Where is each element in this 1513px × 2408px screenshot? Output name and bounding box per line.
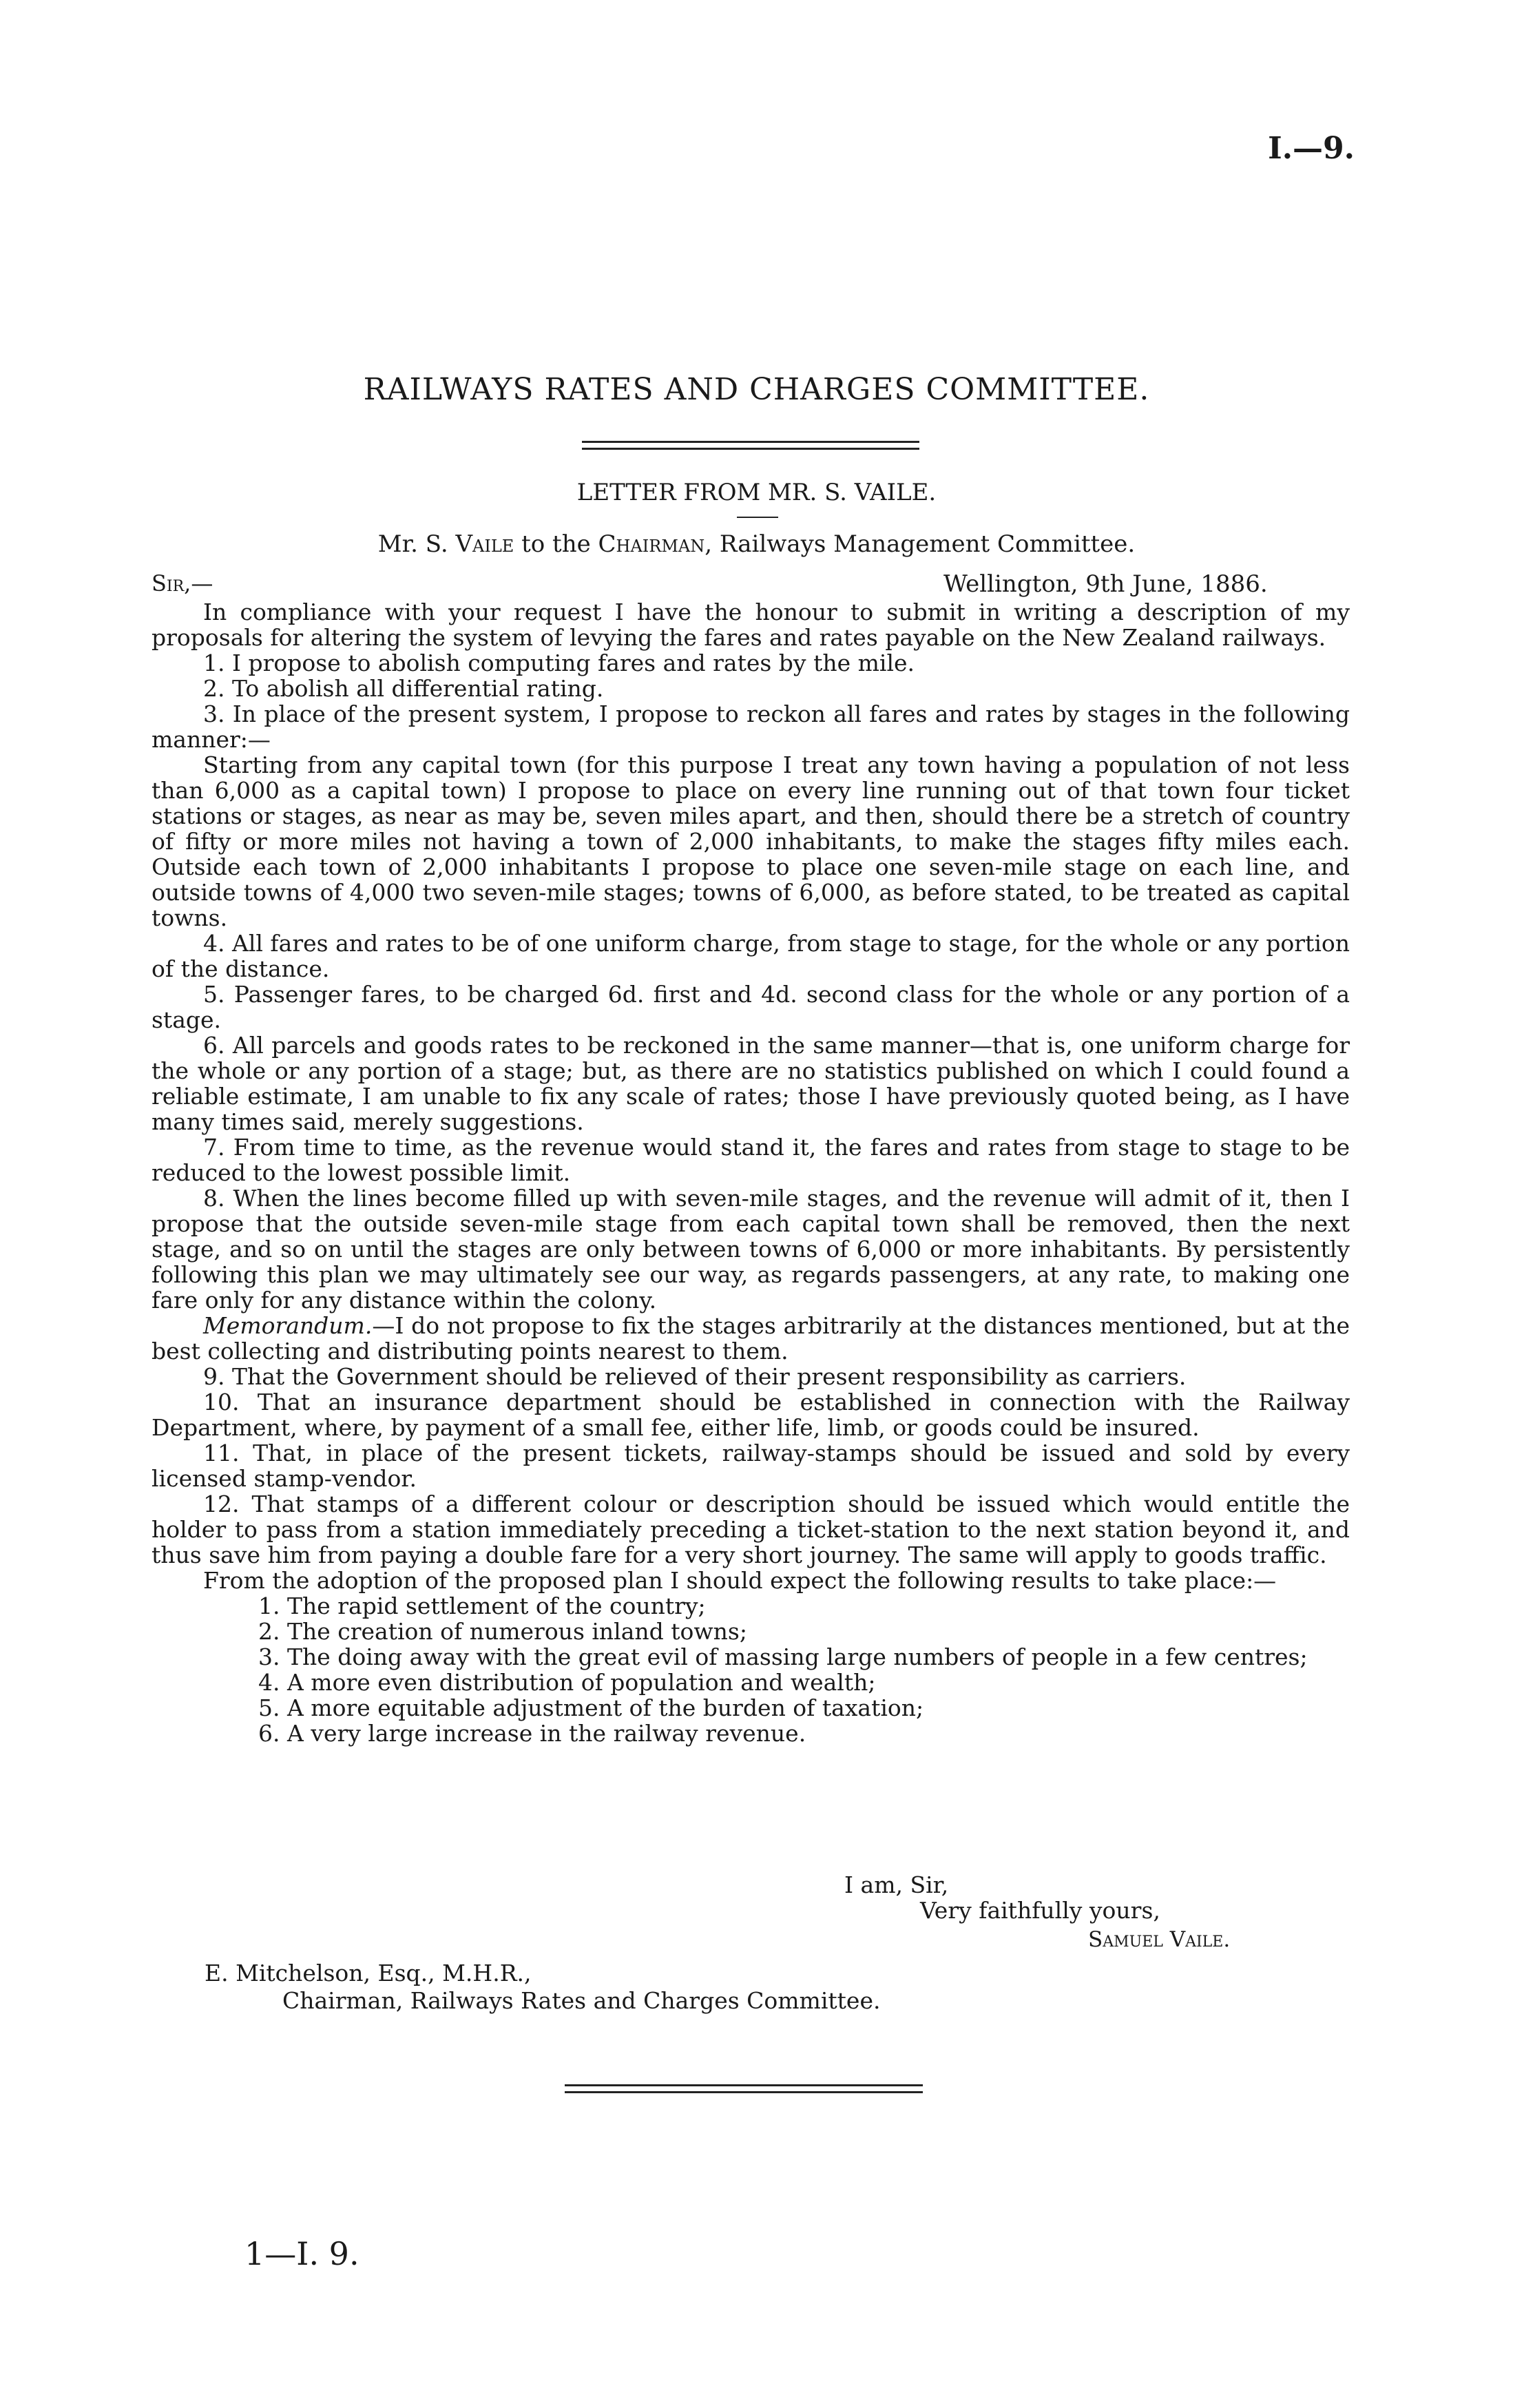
paragraph-intro: In compliance with your request I have the honour to submit in writing a description of my proposals for altering the system of levying the fares and rates payable on the New Zealand railways.	[152, 599, 1350, 651]
addressee-title: Chairman, Railways Rates and Charges Committee.	[282, 1987, 881, 2014]
paragraph-5: 5. Passenger fares, to be charged 6d. first and 4d. second class for the whole or any portion of a stage.	[152, 981, 1350, 1033]
paragraph-10: 10. That an insurance department should be established in connection with the Railway Department, where, by payment of a small fee, either life, limb, or goods could be insured.	[152, 1389, 1350, 1441]
memorandum-label: Memorandum.	[203, 1312, 373, 1339]
closing-line-2: Very faithfully yours,	[920, 1897, 1160, 1924]
title-divider	[582, 441, 919, 450]
letter-subtitle: LETTER FROM MR. S. VAILE.	[576, 479, 937, 506]
paragraph-12: 12. That stamps of a different colour or description should be issued which would entitle the holder to pass from a station immediately preceding a ticket-station to the next station beyond it, and thus save him from paying a double fare for a very short journey. The same will apply to goods traffic.	[152, 1491, 1350, 1568]
result-item: 5. A more equitable adjustment of the burden of taxation;	[258, 1694, 924, 1721]
paragraph-6: 6. All parcels and goods rates to be reckoned in the same manner—that is, one uniform charge for the whole or any portion of a stage; but, as there are no statistics published on which I could found a reliable estimate, I am unable to fix any scale of rates; those I have previously quoted being, as I have many times said, merely suggestions.	[152, 1032, 1350, 1135]
paragraph-1: 1. I propose to abolish computing fares and rates by the mile.	[203, 650, 915, 676]
paragraph-7: 7. From time to time, as the revenue would stand it, the fares and rates from stage to stage to be reduced to the lowest possible limit.	[152, 1134, 1350, 1186]
dateline: Wellington, 9th June, 1886.	[943, 570, 1268, 598]
footer-reference: 1—I. 9.	[244, 2235, 359, 2272]
address-line	[0, 530, 1513, 558]
paragraph-8: 8. When the lines become filled up with seven-mile stages, and the revenue will admit of it, then I propose that the outside seven-mile stage from each capital town shall be removed, then the next stage, and so on until the stages are only between towns of 6,000 or more inhabitants. By persistently following this plan we may ultimately see our way, as regards passengers, at any rate, to making one fare only for any distance within the colony.	[152, 1185, 1350, 1314]
signature: Samuel Vaile.	[1088, 1927, 1231, 1952]
address-suffix: , Railways Management Committee.	[705, 530, 1136, 558]
addressee-name: E. Mitchelson, Esq., M.H.R.,	[205, 1960, 532, 1986]
salutation: Sir,—	[152, 570, 213, 596]
result-item: 3. The doing away with the great evil of massing large numbers of people in a few centres;	[258, 1643, 1308, 1670]
address-mid: to the	[514, 530, 598, 558]
page-reference: I.—9.	[1268, 131, 1355, 166]
paragraph-9: 9. That the Government should be relieved of their present responsibility as carriers.	[203, 1363, 1187, 1390]
paragraph-11: 11. That, in place of the present tickets, railway-stamps should be issued and sold by every licensed stamp-vendor.	[152, 1440, 1350, 1492]
result-item: 6. A very large increase in the railway revenue.	[258, 1720, 806, 1747]
paragraph-2: 2. To abolish all differential rating.	[203, 675, 604, 702]
result-item: 1. The rapid settlement of the country;	[258, 1592, 706, 1619]
recipient-title: Chairman	[598, 530, 705, 558]
paragraph-3-detail: Starting from any capital town (for this purpose I treat any town having a population of not less than 6,000 as a capital town) I propose to place on every line running out of that town four ticket stations or stages, as near as may be, seven miles apart, and then, should there be a stretch of country of fifty or more miles not having a town of 2,000 inhabitants, to make the stages fifty miles each. Outside each town of 2,000 inhabitants I propose to place one seven-mile stage on each line, and outside towns of 4,000 two seven-mile stages; towns of 6,000, as before stated, to be treated as capital towns.	[152, 751, 1350, 931]
memorandum-text: —I do not propose to fix the stages arbitrarily at the distances mentioned, but at the best collecting and distributing points nearest to them.	[152, 1312, 1350, 1364]
letter-body	[152, 599, 1350, 1746]
closing-divider	[565, 2084, 923, 2093]
subtitle-divider	[737, 517, 778, 518]
result-item: 4. A more even distribution of population and wealth;	[258, 1669, 876, 1696]
result-item: 2. The creation of numerous inland towns;	[258, 1618, 747, 1645]
sender-name: Vaile	[455, 530, 514, 558]
results-intro: From the adoption of the proposed plan I should expect the following results to take place:—	[203, 1567, 1277, 1594]
document-title: RAILWAYS RATES AND CHARGES COMMITTEE.	[363, 372, 1150, 407]
address-prefix: Mr. S.	[377, 530, 456, 558]
memorandum	[152, 1313, 1350, 1364]
paragraph-3: 3. In place of the present system, I propose to reckon all fares and rates by stages in the following manner:—	[152, 700, 1350, 753]
paragraph-4: 4. All fares and rates to be of one uniform charge, from stage to stage, for the whole or any portion of the distance.	[152, 930, 1350, 982]
closing-line-1: I am, Sir,	[844, 1871, 949, 1898]
